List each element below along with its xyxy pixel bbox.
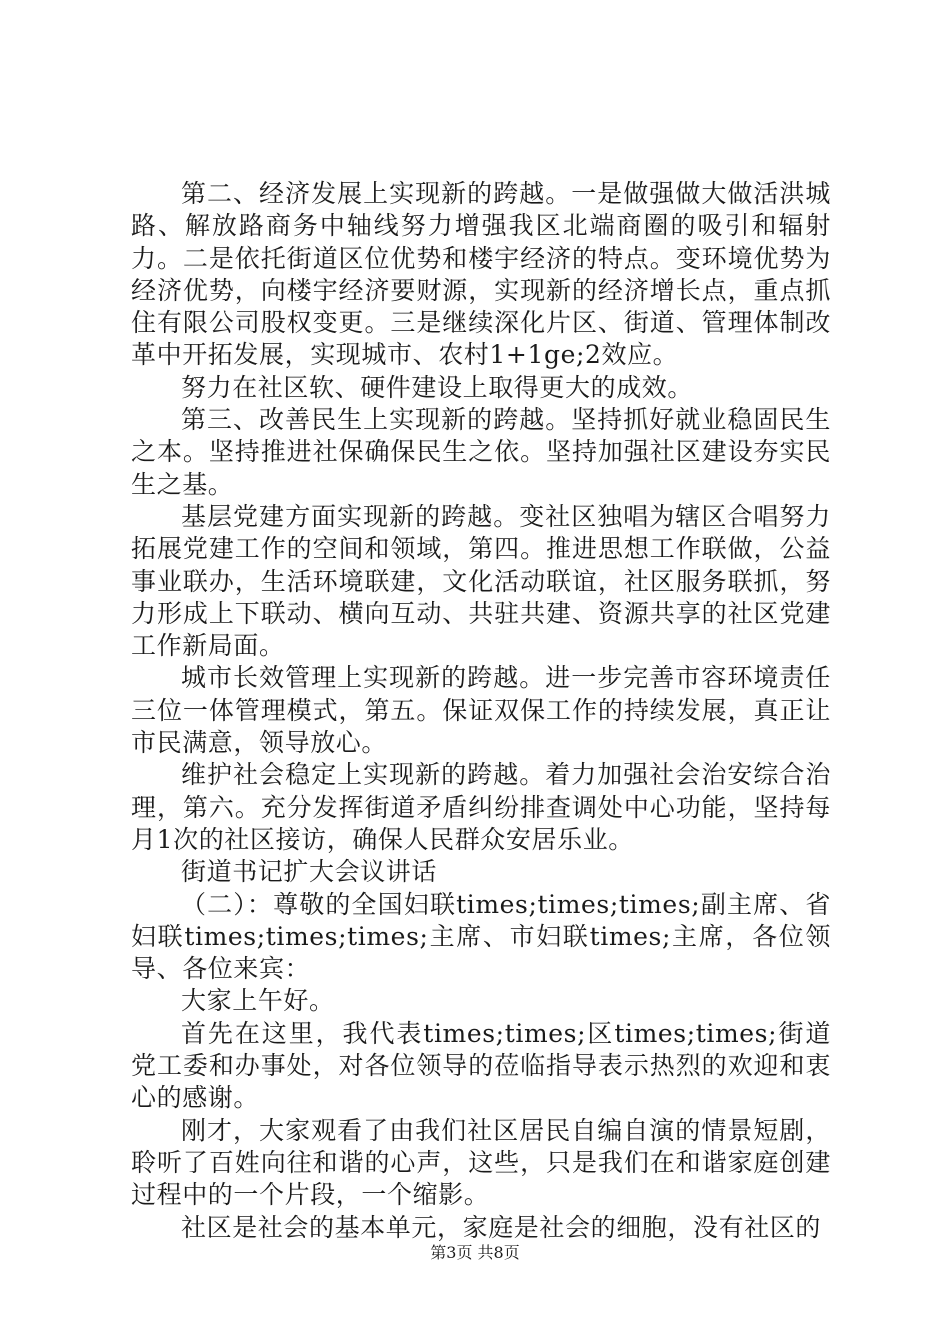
section-heading: 街道书记扩大会议讲话 xyxy=(181,857,438,887)
page-number-footer: 第3页 共8页 xyxy=(430,1243,520,1262)
paragraph: 维护社会稳定上实现新的跨越。着力加强社会治安综合治理，第六。充分发挥街道矛盾纠纷排查调处中心功能，坚持每月1次的社区接访，确保人民群众安居乐业。 xyxy=(131,760,831,854)
paragraph: 首先在这里，我代表times;times;区times;times;街道党工委和办事处，对各位领导的莅临指导表示热烈的欢迎和衷心的感谢。 xyxy=(131,1018,831,1113)
paragraph: 努力在社区软、硬件建设上取得更大的成效。 xyxy=(181,372,694,402)
paragraph: 刚才，大家观看了由我们社区居民自编自演的情景短剧，聆听了百姓向往和谐的心声，这些，只是我们在和谐家庭创建过程中的一个片段，一个缩影。 xyxy=(131,1115,831,1210)
paragraph: 基层党建方面实现新的跨越。变社区独唱为辖区合唱努力拓展党建工作的空间和领域，第四。推进思想工作联做，公益事业联办，生活环境联建，文化活动联谊，社区服务联抓，努力形成上下联动、横向互动、共驻共建、资源共享的社区党建工作新局面。 xyxy=(131,501,831,661)
document-body xyxy=(131,178,831,1244)
paragraph: 社区是社会的基本单元，家庭是社会的细胞，没有社区的 xyxy=(181,1212,822,1242)
paragraph: 第二、经济发展上实现新的跨越。一是做强做大做活洪城路、解放路商务中轴线努力增强我区北端商圈的吸引和辐射力。二是依托街道区位优势和楼宇经济的特点。变环境优势为经济优势，向楼宇经济要财源，实现新的经济增长点，重点抓住有限公司股权变更。三是继续深化片区、街道、管理体制改革中开拓发展，实现城市、农村1+1ge;2效应。 xyxy=(131,179,831,370)
paragraph: （二）：尊敬的全国妇联times;times;times;副主席、省妇联times;times;times;主席、市妇联times;主席，各位领导、各位来宾： xyxy=(131,889,831,984)
paragraph: 城市长效管理上实现新的跨越。进一步完善市容环境责任三位一体管理模式，第五。保证双保工作的持续发展，真正让市民满意，领导放心。 xyxy=(131,663,831,758)
paragraph: 第三、改善民生上实现新的跨越。坚持抓好就业稳固民生之本。坚持推进社保确保民生之依。坚持加强社区建设夯实民生之基。 xyxy=(131,405,831,499)
paragraph: 大家上午好。 xyxy=(181,986,335,1016)
